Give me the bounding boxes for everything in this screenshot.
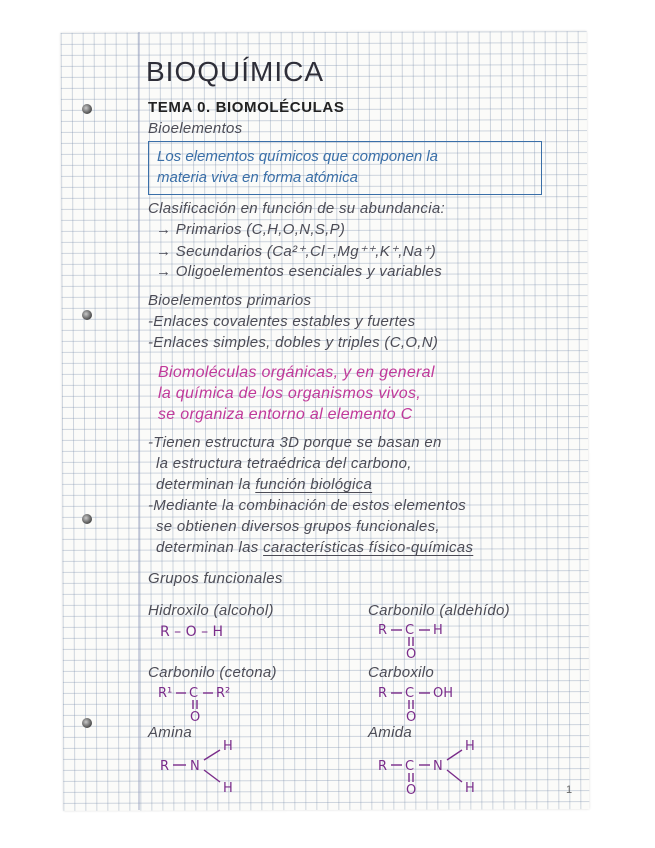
svg-text:C: C — [189, 686, 199, 701]
page-title: BIOQUÍMICA — [146, 56, 325, 87]
highlight-line: la química de los organismos vivos, — [158, 385, 422, 402]
binder-hole — [82, 310, 92, 320]
formula-amina — [160, 738, 250, 798]
highlight-line: se organiza entorno al elemento C — [158, 406, 413, 423]
svg-text:C: C — [405, 759, 415, 774]
svg-text:N: N — [190, 759, 200, 774]
group-name-amina: Amina — [148, 724, 193, 741]
formula-carboxilo — [378, 683, 478, 723]
highlight-line: Biomoléculas orgánicas, y en general — [158, 364, 435, 381]
svg-text:R: R — [378, 623, 388, 638]
group-name-amida: Amida — [368, 724, 413, 741]
svg-text:R²: R² — [216, 686, 231, 701]
definition-line: materia viva en forma atómica — [157, 169, 358, 186]
svg-text:O: O — [190, 710, 201, 725]
svg-text:C: C — [405, 623, 415, 638]
group-name-aldehido: Carbonilo (aldehído) — [368, 602, 510, 619]
svg-text:OH: OH — [433, 686, 454, 701]
svg-text:N: N — [433, 759, 443, 774]
formula-amida — [378, 738, 498, 798]
page-number: 1 — [566, 784, 573, 796]
note-line: -Tienen estructura 3D porque se basan en — [148, 434, 442, 451]
note-line — [156, 476, 372, 493]
svg-text:H: H — [433, 623, 443, 638]
svg-text:R: R — [378, 759, 388, 774]
formula-cetona — [158, 683, 258, 723]
svg-text:O: O — [406, 783, 417, 798]
clasificacion-item: → Primarios (C,H,O,N,S,P) — [156, 221, 346, 238]
svg-text:R¹: R¹ — [158, 686, 173, 701]
binder-hole — [82, 514, 92, 524]
svg-text:H: H — [223, 739, 233, 754]
clasificacion-item: → Secundarios (Ca²⁺,Cl⁻,Mg⁺⁺,K⁺,Na⁺) — [156, 243, 437, 260]
primarios-heading: Bioelementos primarios — [148, 292, 312, 309]
note-line — [156, 539, 473, 556]
svg-text:C: C — [405, 686, 415, 701]
binder-hole — [82, 104, 92, 114]
primarios-item: -Enlaces covalentes estables y fuertes — [148, 313, 416, 330]
svg-text:O: O — [406, 710, 417, 725]
grupos-heading: Grupos funcionales — [148, 570, 283, 587]
group-name-cetona: Carbonilo (cetona) — [148, 664, 277, 681]
svg-text:H: H — [223, 781, 233, 796]
clasificacion-heading: Clasificación en función de su abundancia: — [148, 200, 445, 217]
formula-hidroxilo: R – O – H — [160, 624, 224, 640]
note-underlined: características físico-químicas — [263, 539, 474, 556]
formula-aldehido — [378, 620, 468, 660]
note-underlined: función biológica — [255, 476, 373, 493]
section-heading-bioelementos: Bioelementos — [148, 120, 243, 137]
svg-text:R: R — [160, 759, 170, 774]
margin-line — [138, 32, 140, 810]
svg-text:O: O — [406, 647, 417, 662]
svg-text:H: H — [465, 739, 475, 754]
group-name-carboxilo: Carboxilo — [368, 664, 435, 681]
note-text: determinan la — [156, 476, 256, 493]
svg-text:R: R — [378, 686, 388, 701]
note-text: determinan las — [156, 539, 264, 556]
group-name-hidroxilo: Hidroxilo (alcohol) — [148, 602, 274, 619]
svg-text:H: H — [465, 781, 475, 796]
primarios-item: -Enlaces simples, dobles y triples (C,O,N) — [148, 334, 439, 351]
note-line: se obtienen diversos grupos funcionales, — [156, 518, 440, 535]
note-line: -Mediante la combinación de estos elementos — [148, 497, 467, 514]
definition-line: Los elementos químicos que componen la — [157, 148, 439, 165]
note-line: la estructura tetraédrica del carbono, — [156, 455, 412, 472]
clasificacion-item: → Oligoelementos esenciales y variables — [156, 263, 442, 280]
binder-hole — [82, 718, 92, 728]
topic-heading: TEMA 0. BIOMOLÉCULAS — [148, 99, 345, 116]
definition-box — [148, 141, 542, 195]
